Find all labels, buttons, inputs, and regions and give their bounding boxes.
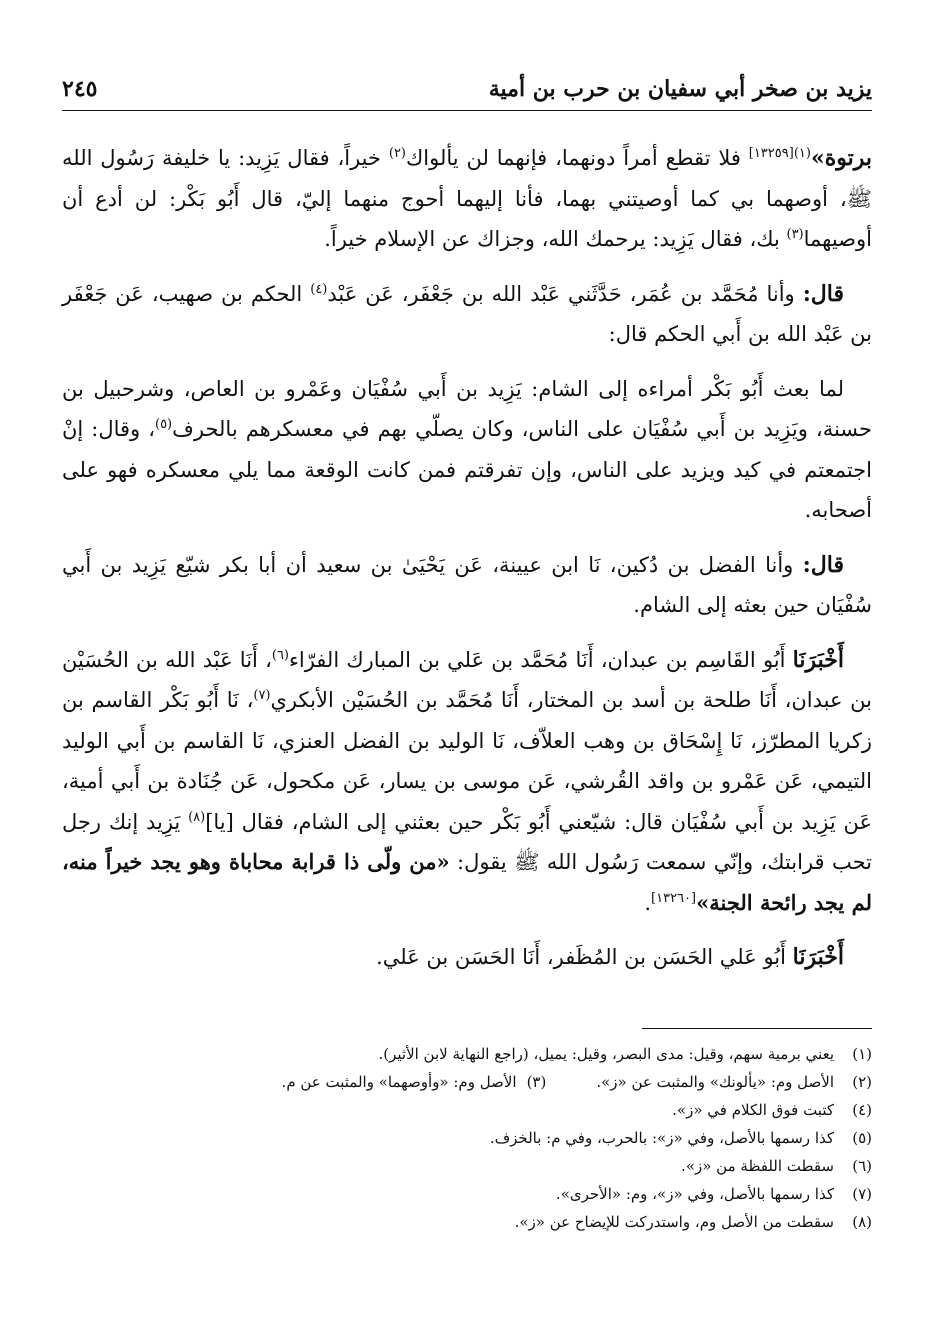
footnote-text: كتبت فوق الكلام في «ز». — [672, 1101, 834, 1119]
footnote-item — [62, 1096, 872, 1124]
footnote-text: سقطت من الأصل وم، واستدركت للإيضاح عن «ز». — [514, 1213, 834, 1231]
hadith-number: [١٣٢٦٠] — [651, 890, 697, 906]
footnotes — [62, 1040, 872, 1236]
footnote-marker: (٣) — [786, 227, 804, 242]
footnote-number: (٢) — [852, 1073, 872, 1091]
paragraph-lead: قال: — [802, 551, 844, 578]
paragraph-text: خيراً، فقال يَزِيد: يا خليفة رَسُول الله ﷺ، أوصهما بي كما أوصيتني بهما، فأنا إليهما أحوج منهما إليّ، قال أَبُو بَكْر: لن أدع أن أوصيهما — [62, 146, 872, 251]
paragraph-lead: أَخْبَرَنَا — [792, 646, 844, 673]
paragraph-5 — [62, 640, 872, 924]
footnote-text: يعني برمية سهم، وقيل: مدى البصر، وقيل: يميل، (راجع النهاية لابن الأثير). — [378, 1045, 834, 1063]
paragraph-text: بك، فقال يَزِيد: يرحمك الله، وجزاك عن الإسلام خيراً. — [324, 227, 787, 251]
footnote-text: كذا رسمها بالأصل، وفي «ز»: بالحرب، وفي م: بالخزف. — [489, 1129, 834, 1147]
paragraph-text: وأنا مُحَمَّد بن عُمَر، حَدَّثَني عَبْد الله بن جَعْفَر، عَن عَبْد — [327, 281, 803, 306]
footnote-text: الأصل وم: «وأوصهما» والمثبت عن م. — [281, 1073, 517, 1091]
footnote-marker: (٤) — [310, 281, 328, 297]
footnote-item — [62, 1152, 872, 1180]
paragraph-3 — [62, 369, 872, 531]
paragraph-4 — [62, 545, 872, 626]
footnote-number: (١) — [852, 1045, 872, 1063]
footnote-item — [62, 1208, 872, 1236]
footnote-text: الأصل وم: «يألونك» والمثبت عن «ز». — [596, 1073, 834, 1091]
footnote-marker: (٦) — [271, 647, 289, 663]
hadith-quote: «من ولّى ذا قرابة محاباة وهو يجد خيراً منه، لم يجد رائحة الجنة» — [62, 849, 872, 915]
paragraph-text: ، نَا أَبُو بَكْر القاسم بن زكريا المطرّز، نَا إِسْحَاق بن وهب العلاّف، نَا الوليد بن الفضل العنزي، نَا القاسم بن أَبي الوليد التيمي، عَن عَمْرو بن واقد القُرشي، عَن موسى بن يسار، عَن مكحول، عَن جُنَادة بن أَبي أمية، عَن يَزِيد بن أَبي سُفْيَان قال: شيّعني أَبُو بَكْر حين بعثني إلى الشام، فقال [يا] — [62, 688, 872, 834]
paragraph-text: فلا تقطع أمراً دونهما، فإنهما لن يألواك — [406, 146, 749, 170]
paragraph-1 — [62, 138, 872, 260]
running-title: يزيد بن صخر أبي سفيان بن حرب بن أمية — [488, 76, 872, 102]
hadith-number: [١٣٢٥٩] — [748, 146, 794, 161]
footnote-marker: (١) — [793, 146, 811, 161]
footnote-text: كذا رسمها بالأصل، وفي «ز»، وم: «الأحرى». — [555, 1185, 834, 1203]
footnote-item — [62, 1180, 872, 1208]
footnote-number: (٧) — [852, 1185, 872, 1203]
footnote-item — [62, 1068, 872, 1096]
paragraph-text: ، وقال: إنْ اجتمعتم في كيد ويزيد على الناس، وإن تفرقتم فمن كانت الوقعة مما يلي معسكره فهو على أصحابه. — [62, 417, 872, 522]
footnote-marker: (٢) — [388, 146, 406, 161]
footnote-marker: (٥) — [154, 417, 173, 432]
paragraph-text: أَبُو القَاسِم بن عبدان، أَنَا مُحَمَّد بن عَلي بن المبارك الفرّاء — [289, 647, 793, 672]
paragraph-lead: قال: — [802, 280, 845, 307]
paragraph-text: . — [644, 890, 652, 915]
footnote-divider — [642, 1028, 872, 1029]
footnote-number: (٥) — [852, 1129, 872, 1147]
page-number: ٢٤٥ — [62, 76, 98, 102]
paragraph-text: أَبُو عَلي الحَسَن بن المُظَفر، أَنَا الحَسَن بن عَلي. — [376, 945, 793, 969]
footnote-item — [62, 1040, 872, 1068]
paragraph-lead: أَخْبَرَنَا — [792, 944, 844, 970]
footnote-number: (٤) — [852, 1101, 872, 1119]
paragraph-text: الحكم بن صهيب، عَن جَعْفَر بن عَبْد الله بن أَبي الحكم قال: — [62, 281, 872, 346]
paragraph-6 — [62, 937, 872, 978]
paragraph-text: لما بعث أَبُو بَكْر أمراءه إلى الشام: يَزِيد بن أَبي سُفْيَان وعَمْرو بن العاص، وشرحبيل بن حسنة، ويَزِيد بن أَبي سُفْيَان على الناس، وكان يصلّي بهم في معسكرهم بالحرف — [62, 376, 872, 441]
footnote-item — [62, 1124, 872, 1152]
footnote-text: سقطت اللفظة من «ز». — [681, 1157, 834, 1175]
footnote-marker: (٧) — [253, 688, 271, 703]
footnote-number: (٦) — [852, 1157, 872, 1175]
footnote-marker: (٨) — [188, 809, 206, 825]
paragraph-lead: برتوة» — [810, 145, 872, 171]
page-header — [62, 62, 872, 111]
paragraph-text: يَزِيد إنك رجل تحب قرابتك، وإنّي سمعت رَسُول الله ﷺ يقول: — [62, 809, 872, 874]
paragraph-2 — [62, 274, 872, 355]
main-text — [62, 138, 872, 992]
paragraph-text: وأنا الفضل بن دُكين، نَا ابن عيينة، عَن يَحْيَىٰ بن سعيد أن أبا بكر شيّع يَزِيد بن أَبي سُفْيَان حين بعثه إلى الشام. — [62, 552, 872, 617]
footnote-number: (٣) — [526, 1073, 547, 1091]
paragraph-text: ، أَنَا عَبْد الله بن الحُسَيْن بن عبدان، أَنَا طلحة بن أسد بن المختار، أَنَا مُحَمَّد بن الحُسَيْن الأبكري — [62, 647, 872, 712]
footnote-number: (٨) — [852, 1213, 872, 1231]
